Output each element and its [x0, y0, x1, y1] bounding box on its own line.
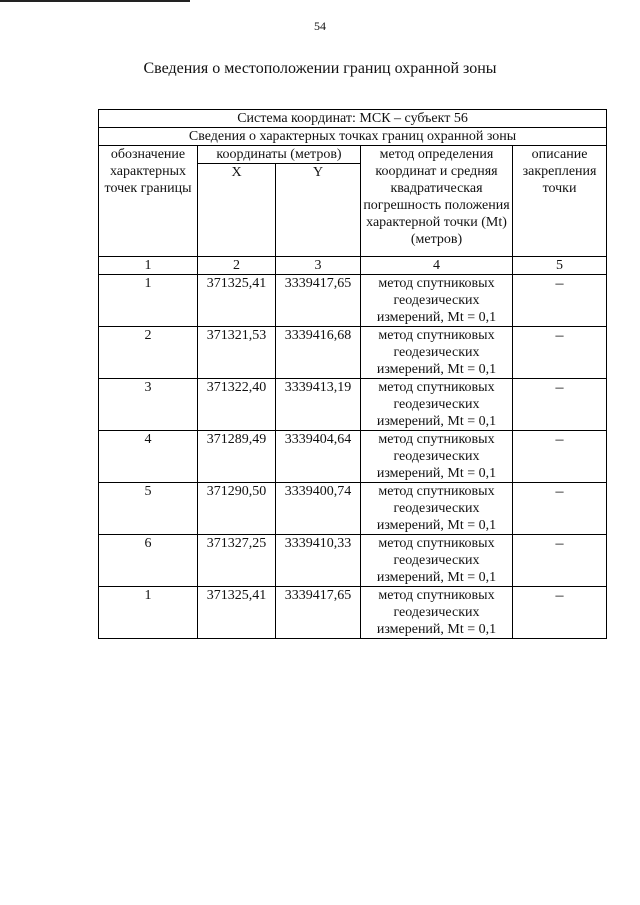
table-row [99, 379, 607, 431]
method-cell: метод спутниковых геодезических измерений, Mt = 0,1 [361, 483, 513, 535]
corner-rule [0, 0, 190, 2]
y-cell: 3339416,68 [276, 327, 361, 379]
x-cell: 371325,41 [198, 275, 276, 327]
header-row-1 [99, 146, 607, 164]
section-heading-cell: Сведения о характерных точках границ охранной зоны [99, 128, 607, 146]
column-number: 4 [361, 257, 513, 275]
column-numbers-row [99, 257, 607, 275]
description-cell: – [513, 535, 607, 587]
point-name-cell: 6 [99, 535, 198, 587]
description-cell: – [513, 379, 607, 431]
header-y: Y [276, 164, 361, 257]
description-cell: – [513, 431, 607, 483]
method-cell: метод спутниковых геодезических измерений, Mt = 0,1 [361, 327, 513, 379]
description-cell: – [513, 275, 607, 327]
y-cell: 3339404,64 [276, 431, 361, 483]
description-cell: – [513, 483, 607, 535]
y-cell: 3339417,65 [276, 587, 361, 639]
column-number: 2 [198, 257, 276, 275]
point-name-cell: 1 [99, 275, 198, 327]
y-cell: 3339417,65 [276, 275, 361, 327]
method-cell: метод спутниковых геодезических измерений, Mt = 0,1 [361, 379, 513, 431]
method-cell: метод спутниковых геодезических измерений, Mt = 0,1 [361, 535, 513, 587]
table-row [99, 535, 607, 587]
point-name-cell: 2 [99, 327, 198, 379]
header-method: метод определения координат и средняя квадратическая погрешность положения характерной точки (Mt) (метров) [361, 146, 513, 257]
table-row [99, 587, 607, 639]
x-cell: 371327,25 [198, 535, 276, 587]
table-row [99, 327, 607, 379]
table-row [99, 483, 607, 535]
x-cell: 371289,49 [198, 431, 276, 483]
method-cell: метод спутниковых геодезических измерений, Mt = 0,1 [361, 275, 513, 327]
page-number: 54 [314, 19, 326, 33]
point-name-cell: 3 [99, 379, 198, 431]
coordinate-system-cell: Система координат: МСК – субъект 56 [99, 110, 607, 128]
y-cell: 3339400,74 [276, 483, 361, 535]
point-name-cell: 5 [99, 483, 198, 535]
point-name-cell: 1 [99, 587, 198, 639]
boundary-points-table [98, 109, 607, 639]
x-cell: 371322,40 [198, 379, 276, 431]
x-cell: 371321,53 [198, 327, 276, 379]
header-coordinates: координаты (метров) [198, 146, 361, 164]
description-cell: – [513, 327, 607, 379]
y-cell: 3339410,33 [276, 535, 361, 587]
column-number: 1 [99, 257, 198, 275]
header-point-name: обозначение характерных точек границы [99, 146, 198, 257]
table-row [99, 431, 607, 483]
column-number: 3 [276, 257, 361, 275]
y-cell: 3339413,19 [276, 379, 361, 431]
method-cell: метод спутниковых геодезических измерений, Mt = 0,1 [361, 431, 513, 483]
document-title: Сведения о местоположении границ охранной зоны [143, 60, 497, 77]
column-number: 5 [513, 257, 607, 275]
point-name-cell: 4 [99, 431, 198, 483]
x-cell: 371325,41 [198, 587, 276, 639]
description-cell: – [513, 587, 607, 639]
coordinate-system-row [99, 110, 607, 128]
x-cell: 371290,50 [198, 483, 276, 535]
section-heading-row [99, 128, 607, 146]
method-cell: метод спутниковых геодезических измерений, Mt = 0,1 [361, 587, 513, 639]
header-description: описание закрепления точки [513, 146, 607, 257]
table-row [99, 275, 607, 327]
header-x: X [198, 164, 276, 257]
